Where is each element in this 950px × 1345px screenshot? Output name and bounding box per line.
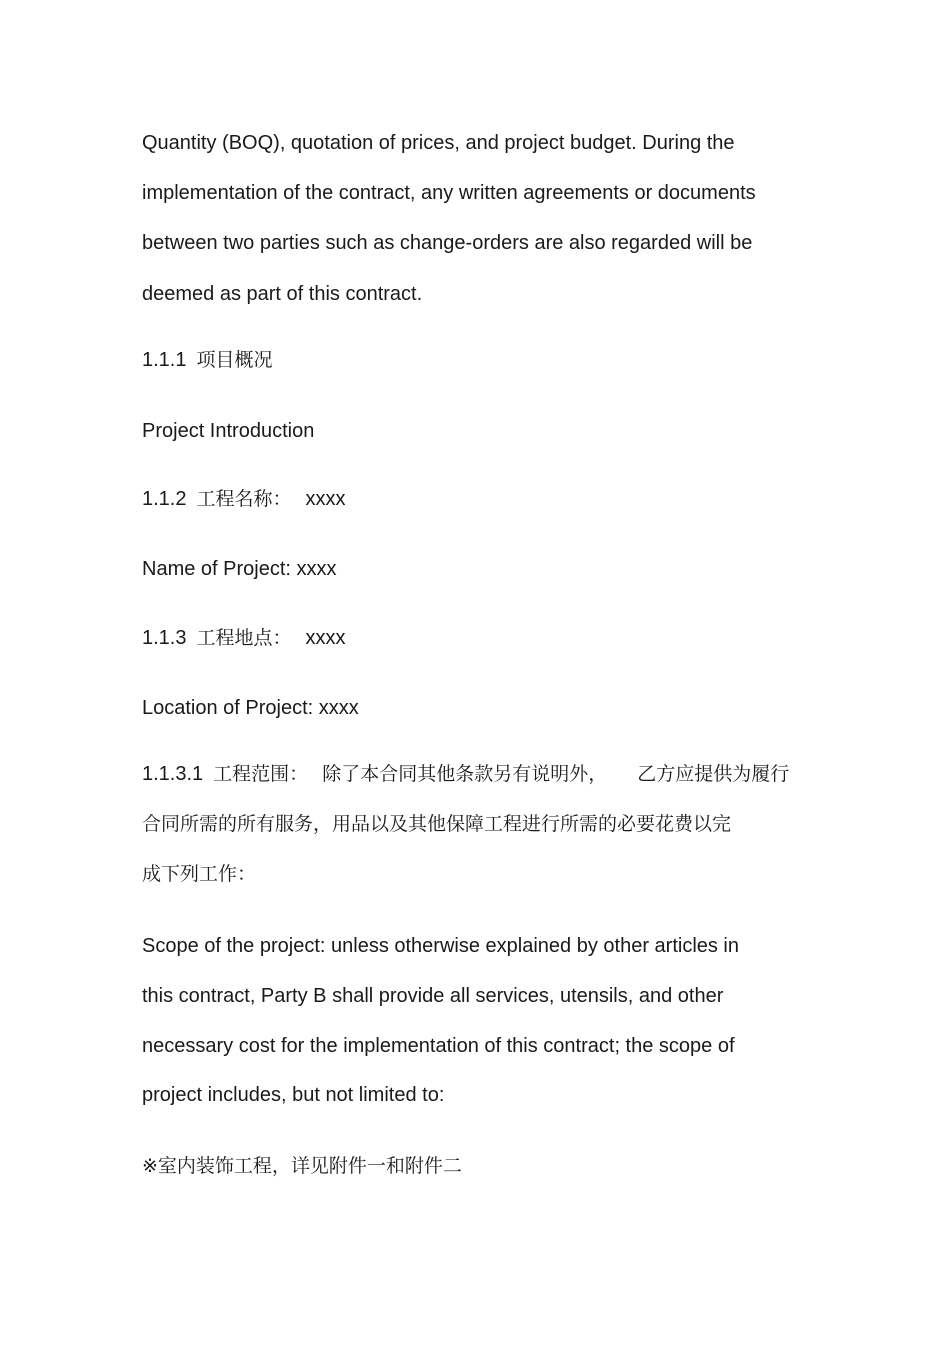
intro-line-4: deemed as part of this contract.	[142, 283, 423, 305]
heading-1-1-1	[142, 348, 273, 372]
section-title-cn: 项目概况	[196, 349, 273, 371]
intro-line-2: implementation of the contract, any written agreements or documents	[142, 182, 756, 204]
heading-1-1-2	[142, 487, 346, 511]
intro-line-3: between two parties such as change-orders are also regarded will be	[142, 232, 753, 254]
section-number: 1.1.3.1	[142, 763, 204, 785]
scope-text-cn-line-2: 合同所需的所有服务，用品以及其他保障工程进行所需的必要花费以完	[142, 813, 732, 835]
project-location-label: 工程地点：	[196, 627, 292, 649]
scope-en-line-1: Scope of the project: unless otherwise explained by other articles in	[142, 935, 740, 957]
scope-note-cn: ※室内装饰工程，详见附件一和附件二	[142, 1155, 462, 1177]
project-name-value: xxxx	[305, 488, 346, 510]
section-number: 1.1.2	[142, 488, 187, 510]
section-number: 1.1.1	[142, 349, 187, 371]
scope-en-line-2: this contract, Party B shall provide all services, utensils, and other	[142, 985, 724, 1007]
scope-text-part2: 乙方应提供为履行	[637, 763, 790, 785]
heading-1-1-3	[142, 626, 346, 650]
project-name-en: Name of Project: xxxx	[142, 558, 337, 580]
project-location-en: Location of Project: xxxx	[142, 697, 359, 719]
scope-label: 工程范围：	[213, 763, 309, 785]
scope-text-part1: 除了本合同其他条款另有说明外，	[322, 763, 608, 785]
section-number: 1.1.3	[142, 627, 187, 649]
heading-1-1-3-1	[142, 762, 789, 786]
scope-text-cn-line-3: 成下列工作：	[142, 863, 257, 885]
project-location-value: xxxx	[305, 627, 346, 649]
scope-en-line-3: necessary cost for the implementation of this contract; the scope of	[142, 1035, 735, 1057]
scope-en-line-4: project includes, but not limited to:	[142, 1084, 445, 1106]
intro-line-1: Quantity (BOQ), quotation of prices, and project budget. During the	[142, 132, 735, 154]
heading-1-1-1-en: Project Introduction	[142, 420, 315, 442]
project-name-label: 工程名称：	[196, 488, 292, 510]
